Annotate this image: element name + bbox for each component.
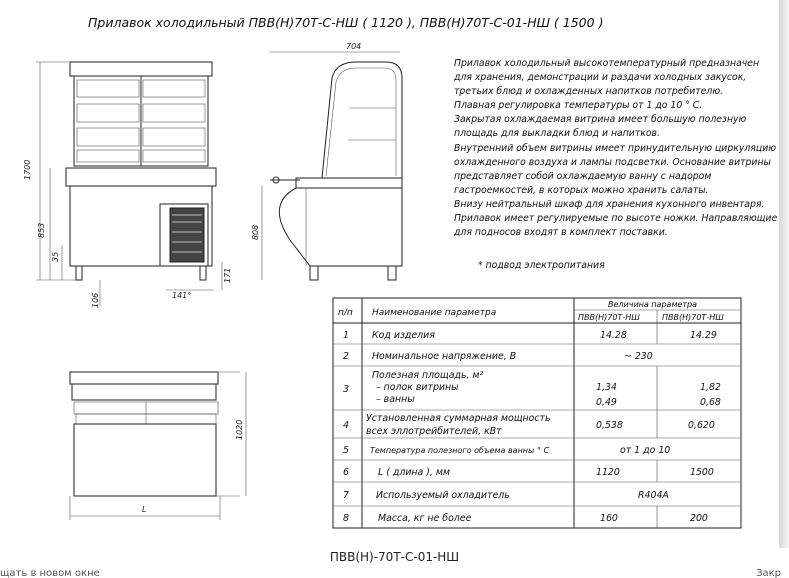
table-header-param: Наименование параметра xyxy=(372,308,497,318)
desc-line: Прилавок имеет регулируемые по высоте ножки. Направляющие xyxy=(454,213,778,224)
table-header-num: п/п xyxy=(338,308,353,318)
table-cell: Используемый охладитель xyxy=(376,490,510,501)
table-cell: – ванны xyxy=(376,394,415,405)
desc-line: для подносов входят в комплект поставки. xyxy=(454,227,668,238)
table-cell: 1120 xyxy=(596,467,620,478)
dim-angle: 141° xyxy=(172,291,192,300)
desc-line: Прилавок холодильный высокотемпературный предназначен xyxy=(454,58,760,69)
table-cell: всех эллотрейбителей, кВт xyxy=(366,426,502,437)
dim-853: 853 xyxy=(37,222,46,238)
table-cell: 0,49 xyxy=(596,397,617,408)
table-cell: 5 xyxy=(343,445,349,456)
table-cell: 160 xyxy=(600,513,618,524)
table-cell: R404A xyxy=(638,490,669,501)
dim-height-total: 1700 xyxy=(23,159,32,180)
desc-line: Внизу нейтральный шкаф для хранения кухонного инвентаря. xyxy=(454,199,765,210)
dim-704: 704 xyxy=(346,42,362,51)
table-cell: Полезная площадь, м² xyxy=(372,370,484,381)
image-caption: ПВВ(Н)-70Т-С-01-НШ xyxy=(329,550,460,564)
table-header-model-a: ПВВ(Н)70Т-НШ xyxy=(578,313,640,322)
open-in-new-window-link[interactable]: щать в новом окне xyxy=(0,569,100,578)
desc-line: представляет собой охлаждаемую ванну с надором xyxy=(454,171,712,182)
table-cell: Установленная суммарная мощность xyxy=(366,413,551,424)
table-cell: 6 xyxy=(343,467,349,478)
table-cell: – полок витрины xyxy=(376,382,459,393)
desc-line: для хранения, демонстрации и раздачи холодных закусок, xyxy=(454,72,747,83)
table-cell: 1,34 xyxy=(596,382,617,393)
table-cell: 14.29 xyxy=(690,330,717,341)
table-cell: 1 xyxy=(343,330,349,341)
desc-line: Закрытая охлаждаемая витрина имеет большую полезную xyxy=(454,114,747,125)
drawing-title: Прилавок холодильный ПВВ(Н)70Т-С-НШ ( 1120 ), ПВВ(Н)70Т-С-01-НШ ( 1500 ) xyxy=(88,15,604,30)
table-cell: 0,538 xyxy=(596,420,623,431)
table-header-model-b: ПВВ(Н)70Т-НШ xyxy=(662,313,724,322)
dim-171: 171 xyxy=(223,267,232,283)
desc-line: гастроемкостей, в которых можно хранить салаты. xyxy=(454,185,709,196)
table-cell: 8 xyxy=(343,513,349,524)
side-view xyxy=(251,42,402,280)
table-cell: Номинальное напряжение, В xyxy=(372,351,517,362)
dim-1020: 1020 xyxy=(235,419,244,440)
table-cell: Код изделия xyxy=(372,330,435,341)
table-cell: 4 xyxy=(343,420,349,431)
table-cell: 200 xyxy=(690,513,708,524)
table-cell: 7 xyxy=(343,490,349,501)
desc-line: Внутренний объем витрины имеет принудительную циркуляцию xyxy=(454,143,777,154)
table-cell: от 1 до 10 xyxy=(620,445,671,456)
table-cell: 3 xyxy=(343,384,349,395)
dim-length: L xyxy=(142,505,147,514)
table-cell: L ( длина ), мм xyxy=(378,467,451,478)
desc-line: Плавная регулировка температуры от 1 до 10 ° С. xyxy=(454,100,703,111)
power-note: * подвод электропитания xyxy=(478,260,605,271)
table-cell: 1,82 xyxy=(700,382,721,393)
description xyxy=(453,58,777,271)
table-cell: ~ 230 xyxy=(624,351,653,362)
table-cell: Масса, кг не более xyxy=(378,513,472,524)
top-view xyxy=(70,372,246,520)
table-cell: Температура полезного объема ванны ° С xyxy=(370,446,550,455)
table-cell: 0,620 xyxy=(688,420,715,431)
table-cell: 1500 xyxy=(690,467,714,478)
desc-line: площадь для выкладки блюд и напитков. xyxy=(454,128,660,139)
table-header-value: Величина параметра xyxy=(608,300,698,309)
dim-35: 35 xyxy=(51,251,60,262)
table-cell: 2 xyxy=(343,351,349,362)
desc-line: третьих блюд и охлажденных напитков потребителю. xyxy=(454,86,724,97)
table-cell: 0,68 xyxy=(700,397,721,408)
desc-line: охлажденного воздуха и лампы подсветки. Основание витрины xyxy=(454,157,771,168)
dim-808: 808 xyxy=(251,224,260,240)
close-link[interactable]: Закр xyxy=(756,569,781,578)
parameter-table xyxy=(333,298,741,528)
front-view xyxy=(23,62,232,308)
viewer-shadow xyxy=(779,0,789,548)
table-cell: 14.28 xyxy=(600,330,627,341)
dim-106: 106 xyxy=(91,292,100,308)
